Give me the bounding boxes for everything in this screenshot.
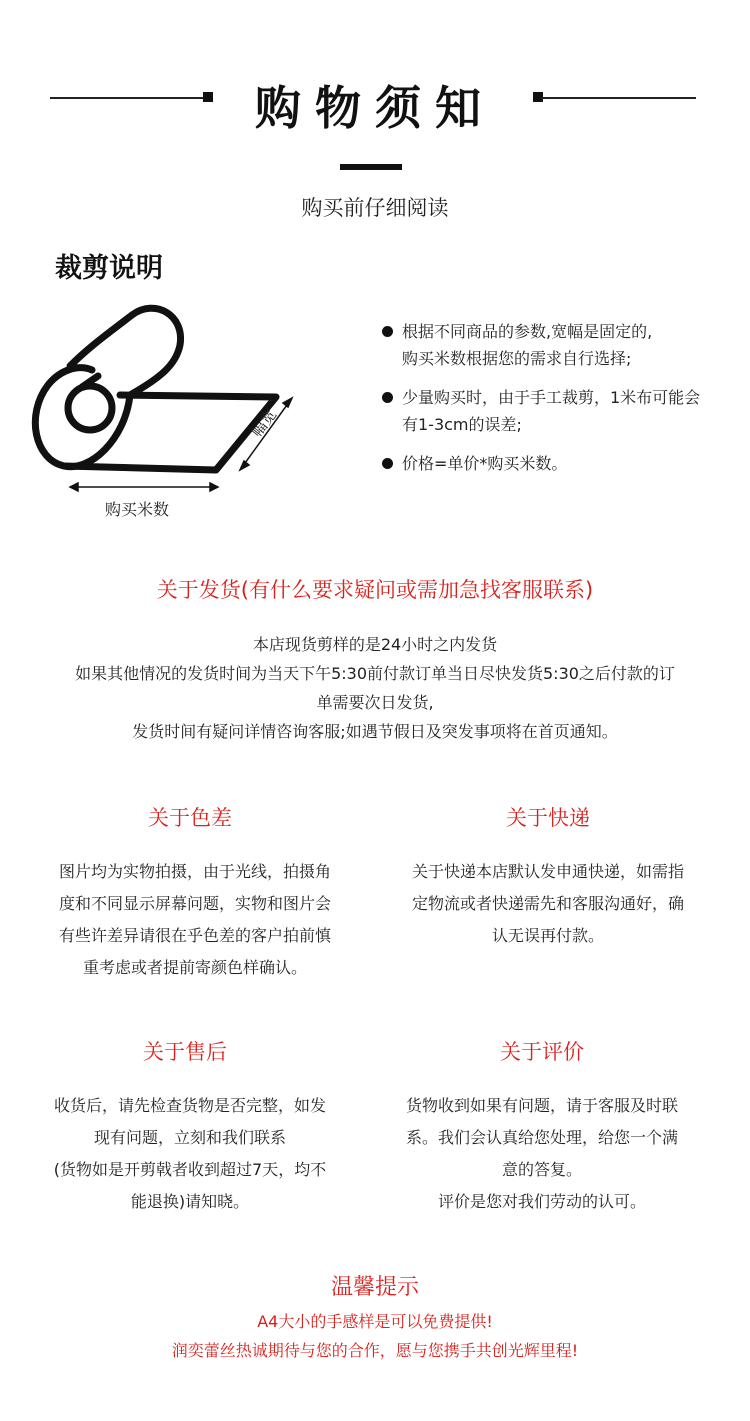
fabric-roll-illustration [20,290,340,520]
title-underbar [340,164,402,170]
shipping-line: 单需要次日发货, [316,693,434,712]
cutting-bullet-1 [380,318,745,372]
tips-line-2: 润奕蕾丝热诚期待与您的合作，愿与您携手共创光辉里程! [171,1341,579,1360]
express-title: 关于快递 [506,806,590,830]
express-line: 关于快递本店默认发申通快递，如需指 [411,862,684,881]
color-diff-text [35,856,355,984]
review-line: 意的答复。 [501,1160,582,1179]
after-sales-line: 能退换)请知晓。 [130,1192,250,1211]
shipping-line: 如果其他情况的发货时间为当天下午5:30前付款订单当日尽快发货5:30之后付款的订 [75,664,675,683]
cutting-bullet-3 [380,450,745,477]
bullet-line: 有1-3cm的误差; [402,415,522,434]
review-text [382,1090,702,1218]
bullet-line: 购买米数根据您的需求自行选择; [402,349,632,368]
tips-line-1: A4大小的手感样是可以免费提供! [257,1312,493,1331]
cutting-bullets [380,318,745,489]
color-diff-line: 度和不同显示屏幕问题，实物和图片会 [58,894,331,913]
after-sales-line: (货物如是开剪戟者收到超过7天，均不 [53,1160,327,1179]
color-diff-title: 关于色差 [148,806,232,830]
bullet-line: 少量购买时，由于手工裁剪，1米布可能会 [402,388,701,407]
review-line: 货物收到如果有问题，请于客服及时联 [405,1096,678,1115]
express-text [388,856,708,952]
bullet-line: 价格=单价*购买米数。 [402,454,568,473]
review-title: 关于评价 [500,1040,584,1064]
roll-core [68,386,112,430]
length-arrow [70,483,218,491]
shipping-line: 本店现货剪样的是24小时之内发货 [252,635,498,654]
after-sales-title: 关于售后 [143,1040,227,1064]
review-line: 评价是您对我们劳动的认可。 [437,1192,646,1211]
shipping-text [30,630,720,746]
shipping-line: 发货时间有疑问详情咨询客服;如遇节假日及突发事项将在首页通知。 [132,722,618,741]
express-line: 认无误再付款。 [491,926,604,945]
bullet-dot [382,458,393,469]
after-sales-text [30,1090,350,1218]
color-diff-line: 有些许差异请很在乎色差的客户拍前慎 [58,926,331,945]
page-title: 购物须知 [255,81,495,135]
express-line: 定物流或者快递需先和客服沟通好，确 [411,894,684,913]
width-label: 幅宽 [247,405,281,441]
color-diff-line: 图片均为实物拍摄，由于光线，拍摄角 [58,862,331,881]
bullet-dot [382,392,393,403]
tips-title: 温馨提示 [330,1275,419,1300]
after-sales-line: 现有问题，立刻和我们联系 [93,1128,286,1147]
cutting-bullet-2 [380,384,745,438]
page-subtitle: 购买前仔细阅读 [301,196,449,220]
bullet-line: 根据不同商品的参数,宽幅是固定的, [402,322,653,341]
bullet-dot [382,326,393,337]
length-label: 购买米数 [105,500,170,519]
cutting-heading: 裁剪说明 [55,253,163,284]
color-diff-line: 重考虑或者提前寄颜色样确认。 [82,958,307,977]
after-sales-line: 收货后，请先检查货物是否完整，如发 [53,1096,326,1115]
review-line: 系。我们会认真给您处理，给您一个满 [405,1128,678,1147]
shipping-title: 关于发货(有什么要求疑问或需加急找客服联系) [156,578,594,602]
